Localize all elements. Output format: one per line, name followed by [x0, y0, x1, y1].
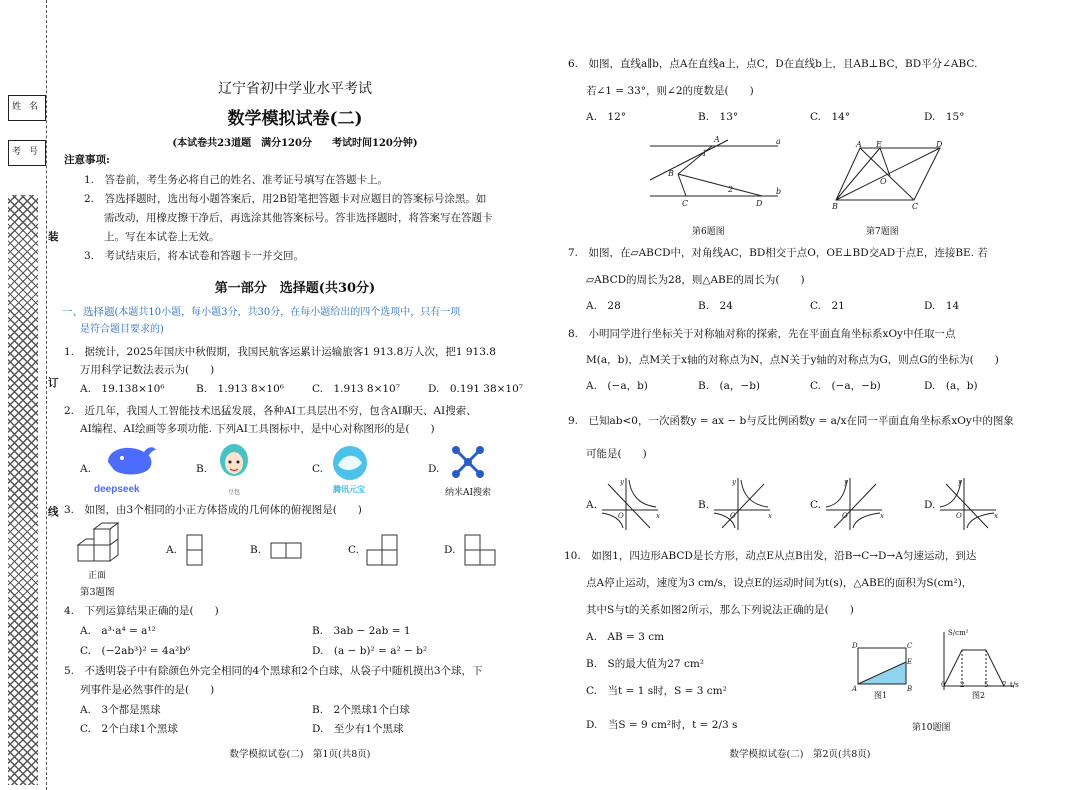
paper-title: 数学模拟试卷(二) — [227, 109, 363, 129]
svg-text:O: O — [956, 512, 962, 520]
note-2-cont2: 上。写在本试卷上无效。 — [104, 231, 220, 243]
svg-text:B: B — [907, 685, 913, 692]
svg-text:O: O — [880, 177, 887, 186]
svg-text:a: a — [776, 137, 781, 146]
q7-option-c: C. 21 — [810, 300, 845, 312]
q9-option-d: D. — [924, 499, 936, 511]
nami-logo-text: 纳米AI搜索 — [445, 488, 492, 498]
q5-option-b: B. 2个黑球1个白球 — [312, 704, 410, 716]
q10-fig2-tick-2: 2 — [960, 681, 965, 689]
q9-option-b: B. — [698, 499, 710, 511]
q1-option-c: C. 1.913 8×10⁷ — [312, 383, 400, 395]
svg-text:x: x — [994, 512, 998, 520]
q1-stem-cont: 万用科学记数法表示为( ) — [80, 364, 215, 376]
q10-stem-cont: 点A停止运动，速度为3 cm/s，设点E的运动时间为t(s)，△ABE的面积为S(cm²)， — [586, 577, 973, 589]
q2-option-d: D. — [428, 463, 440, 475]
q1-option-b: B. 1.913 8×10⁶ — [196, 383, 284, 395]
q2-option-a: A. — [80, 463, 91, 475]
q3-front-label: 正面 — [88, 571, 107, 581]
q5-option-a: A. 3个都是黑球 — [80, 704, 161, 716]
q3-caption: 第3题图 — [80, 587, 115, 598]
note-3: 3. 考试结束后，将本试卷和答题卡一并交回。 — [84, 250, 305, 262]
q4-option-b: B. 3ab − 2ab = 1 — [312, 625, 411, 637]
doubao-avatar-icon — [216, 442, 252, 484]
q2-option-c: C. — [312, 463, 323, 475]
q6-stem: 6. 如图，直线a∥b，点A在直线a上，点C，D在直线b上，且AB⊥BC，BD平分∠ABC. — [568, 58, 978, 70]
svg-text:E: E — [876, 140, 882, 149]
exam-title: 辽宁省初中学业水平考试 — [218, 81, 372, 97]
svg-text:O: O — [730, 512, 736, 520]
deepseek-whale-icon — [100, 440, 160, 480]
q2-stem-cont: AI编程、AI绘画等多项功能. 下列AI工具图标中，是中心对称图形的是( ) — [80, 423, 435, 435]
q9-graph-d — [938, 476, 1000, 532]
paper-info: (本试卷共23道题 满分120分 考试时间120分钟) — [172, 138, 418, 149]
svg-text:y: y — [620, 478, 624, 486]
q4-option-d: D. (a − b)² = a² − b² — [312, 645, 428, 657]
q10-fig2-label: 图2 — [972, 691, 986, 700]
q3-option-b: B. — [250, 544, 262, 556]
q9-stem-cont: 可能是( ) — [586, 448, 647, 460]
svg-text:B: B — [668, 169, 674, 178]
q10-stem: 10. 如图1，四边形ABCD是长方形，动点E从点B出发，沿B→C→D→A匀速运动，到达 — [564, 550, 977, 562]
svg-text:x: x — [768, 512, 772, 520]
q7-option-a: A. 28 — [586, 300, 621, 312]
note-1: 1. 答卷前，考生务必将自己的姓名、准考证号填写在答题卡上。 — [84, 174, 389, 186]
svg-text:x: x — [656, 512, 660, 520]
svg-text:O: O — [842, 512, 848, 520]
svg-text:y: y — [732, 478, 736, 486]
q3-option-c-shape — [364, 532, 404, 572]
svg-text:A: A — [852, 685, 858, 692]
section-label: 一、选择题 — [62, 306, 115, 318]
q7-figure — [830, 140, 950, 210]
q6-option-d: D. 15° — [924, 111, 965, 123]
q10-caption: 第10题图 — [912, 723, 951, 733]
q10-fig2-ylabel: S/cm² — [948, 629, 969, 637]
svg-text:x: x — [880, 512, 884, 520]
q9-graph-b — [712, 476, 774, 532]
ding-mark: 订 — [48, 377, 59, 389]
q6-option-c: C. 14° — [810, 111, 851, 123]
footer-left: 数学模拟试卷(二) 第1页(共8页) — [229, 749, 371, 760]
svg-text:b: b — [776, 187, 782, 196]
q8-option-d: D. (a，b) — [924, 380, 978, 392]
q8-option-a: A. (−a，b) — [586, 380, 648, 392]
svg-text:y: y — [958, 478, 962, 486]
q6-caption: 第6题图 — [692, 227, 725, 237]
q6-figure — [648, 132, 788, 210]
section-desc: (本题共10小题，每小题3分，共30分，在每小题给出的四个选项中，只有一项 — [114, 307, 461, 318]
q4-stem: 4. 下列运算结果正确的是( ) — [64, 605, 219, 617]
svg-text:E: E — [907, 658, 913, 666]
q9-graph-a — [600, 476, 662, 532]
q1-option-d: D. 0.191 38×10⁷ — [428, 383, 524, 395]
q4-option-c: C. (−2ab³)² = 4a²b⁶ — [80, 645, 191, 657]
yuanbao-icon — [330, 443, 370, 483]
q10-fig2-tick-7: 7 — [1002, 681, 1007, 689]
q4-option-a: A. a³·a⁴ = a¹² — [80, 625, 156, 637]
svg-text:A: A — [714, 135, 720, 144]
hatch-pattern — [8, 195, 38, 785]
q10-fig2-xlabel: t/s — [1010, 681, 1019, 689]
q5-stem: 5. 不透明袋子中有除颜色外完全相同的4个黑球和2个白球，从袋子中随机摸出3个球，下 — [64, 665, 483, 677]
q10-option-a: A. AB = 3 cm — [586, 631, 665, 643]
q10-option-b: B. S的最大值为27 cm² — [586, 658, 704, 670]
number-label: 考号 — [12, 147, 47, 157]
q10-option-d: D. 当S = 9 cm²时，t = 2/3 s — [586, 719, 738, 731]
q3-option-d-shape — [462, 532, 502, 572]
q2-option-b: B. — [196, 463, 208, 475]
q7-caption: 第7题图 — [866, 227, 899, 237]
svg-text:1: 1 — [702, 149, 708, 158]
q2-stem: 2. 近几年，我国人工智能技术迅猛发展，各种AI工具层出不穷，包含AI聊天、AI搜索、 — [64, 405, 477, 417]
svg-text:y: y — [844, 478, 848, 486]
q5-stem-cont: 列事件是必然事件的是( ) — [80, 684, 215, 696]
part1-title: 第一部分 选择题(共30分) — [214, 281, 376, 296]
q3-option-b-shape — [268, 540, 308, 562]
q6-option-a: A. 12° — [586, 111, 627, 123]
q5-option-d: D. 至少有1个黑球 — [312, 723, 404, 735]
note-2: 2. 答选择题时，选出每小题答案后，用2B铅笔把答题卡对应题目的答案标号涂黑。如 — [84, 193, 487, 205]
svg-text:D: D — [756, 199, 763, 208]
svg-text:A: A — [856, 140, 862, 149]
q3-option-a-shape — [184, 532, 208, 572]
q6-stem-cont: 若∠1 = 33°，则∠2的度数是( ) — [586, 85, 754, 97]
q1-stem: 1. 据统计，2025年国庆中秋假期，我国民航客运累计运输旅客1 913.8万人次，把1 913.8 — [64, 346, 496, 358]
q8-option-c: C. (−a，−b) — [810, 380, 881, 392]
q3-option-d: D. — [444, 544, 456, 556]
q7-option-d: D. 14 — [924, 300, 960, 312]
zhuang-mark: 装 — [48, 231, 59, 243]
svg-text:C: C — [682, 199, 689, 208]
svg-text:D: D — [852, 642, 858, 650]
q10-option-c: C. 当t = 1 s时，S = 3 cm² — [586, 685, 727, 697]
notes-heading: 注意事项: — [64, 154, 110, 166]
q10-fig2-tick-5: 5 — [984, 681, 989, 689]
svg-text:2: 2 — [728, 185, 734, 194]
svg-text:O: O — [618, 512, 624, 520]
section-intro — [62, 305, 460, 320]
name-label: 姓名 — [12, 102, 47, 112]
cut-line — [46, 0, 47, 790]
q9-graph-c — [824, 476, 886, 532]
q3-stem: 3. 如图，由3个相同的小正方体搭成的几何体的俯视图是( ) — [64, 504, 362, 516]
xian-mark: 线 — [48, 506, 59, 518]
q10-fig1-rectangle — [850, 640, 914, 692]
q9-option-c: C. — [810, 499, 821, 511]
svg-text:D: D — [936, 140, 943, 149]
q8-stem: 8. 小明同学进行坐标关于对称轴对称的探索，先在平面直角坐标系xOy中任取一点 — [568, 328, 956, 340]
q3-option-c: C. — [348, 544, 359, 556]
q7-stem: 7. 如图，在▱ABCD中，对角线AC，BD相交于点O，OE⊥BD交AD于点E，连接BE. 若 — [568, 247, 988, 259]
q1-option-a: A. 19.138×10⁶ — [80, 383, 165, 395]
q6-option-b: B. 13° — [698, 111, 739, 123]
q8-option-b: B. (a，−b) — [698, 380, 761, 392]
q8-stem-cont: M(a，b)，点M关于x轴的对称点为N，点N关于y轴的对称点为G，则点G的坐标为( ) — [586, 354, 999, 366]
yuanbao-logo-text: 腾讯元宝 — [333, 485, 365, 494]
cube-stack-figure — [74, 521, 144, 567]
svg-text:C: C — [912, 202, 919, 210]
q10-fig1-label: 图1 — [874, 691, 888, 700]
deepseek-logo-text: deepseek — [94, 484, 140, 495]
nami-network-icon — [448, 444, 488, 480]
q3-option-a: A. — [166, 544, 177, 556]
q9-option-a: A. — [586, 499, 597, 511]
q5-option-c: C. 2个白球1个黑球 — [80, 723, 178, 735]
q7-stem-cont: ▱ABCD的周长为28，则△ABE的周长为( ) — [586, 274, 805, 286]
q9-stem: 9. 已知ab<0，一次函数y = ax − b与反比例函数y = a/x在同一平面直角坐标系xOy中的图象 — [568, 415, 1014, 427]
note-2-cont: 需改动，用橡皮擦干净后，再选涂其他答案标号。答非选择题时，将答案写在答题卡 — [104, 212, 493, 224]
svg-text:B: B — [832, 202, 838, 210]
q7-option-b: B. 24 — [698, 300, 733, 312]
section-desc-cont: 是符合题目要求的) — [80, 324, 164, 335]
svg-text:C: C — [907, 642, 913, 650]
q10-stem-cont2: 其中S与t的关系如图2所示，那么下列说法正确的是( ) — [586, 604, 854, 616]
q10-fig2-tick-0: 0 — [941, 681, 946, 689]
footer-right: 数学模拟试卷(二) 第2页(共8页) — [729, 749, 871, 760]
doubao-logo-text: 豆包 — [228, 489, 241, 496]
